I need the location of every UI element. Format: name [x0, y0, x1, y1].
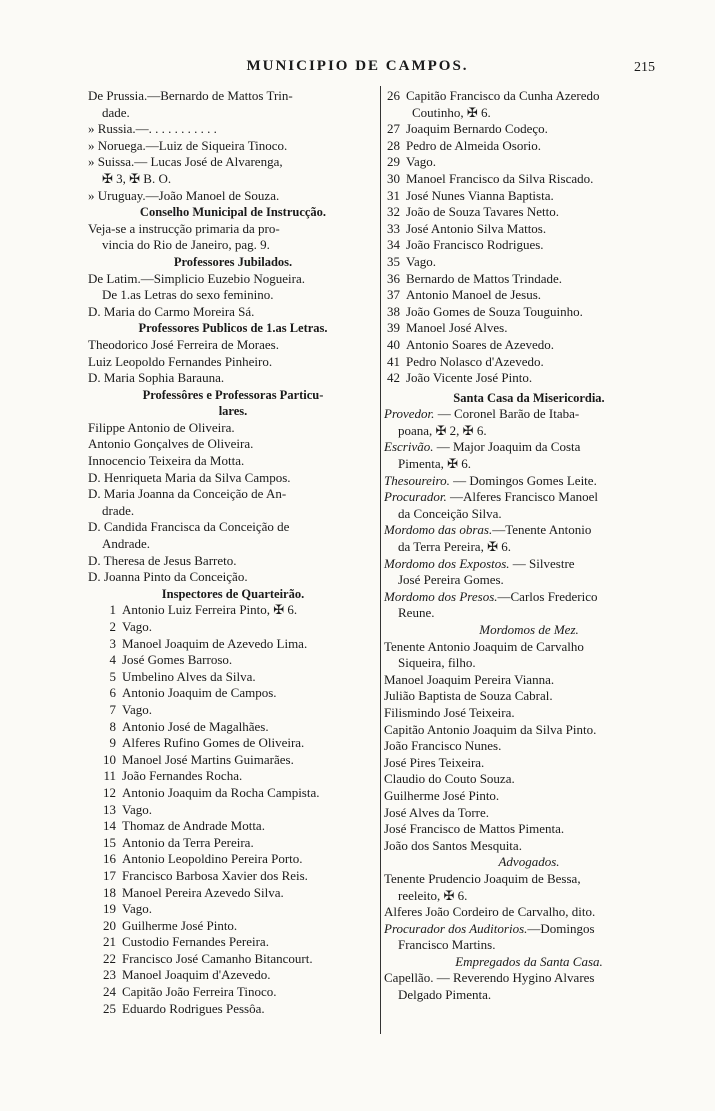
inspector-row	[88, 619, 378, 636]
inspector-number: 18	[103, 884, 116, 900]
inspector-row	[88, 735, 378, 752]
inspector-row	[88, 951, 378, 968]
text-line: Mordomo dos Expostos. — Silvestre	[384, 555, 575, 571]
text-line: João Francisco Nunes.	[384, 738, 502, 754]
publicos-list	[88, 337, 378, 387]
inspector-number: 1	[109, 602, 116, 618]
inspector-name: João Francisco Rodrigues.	[406, 237, 544, 253]
text-line: D. Maria do Carmo Moreira Sá.	[88, 303, 255, 319]
text-line: Thesoureiro. — Domingos Gomes Leite.	[384, 472, 597, 488]
inspector-name: Pedro Nolasco d'Azevedo.	[406, 353, 544, 369]
inspector-number: 36	[387, 270, 400, 286]
inspector-row	[384, 271, 674, 288]
inspector-row	[88, 785, 378, 802]
page-number: 215	[634, 60, 655, 75]
inspector-row	[88, 768, 378, 785]
inspector-name: Vago.	[122, 801, 152, 817]
inspector-number: 11	[103, 768, 116, 784]
inspector-name: Antonio Joaquim de Campos.	[122, 685, 277, 701]
inspector-name: José Antonio Silva Mattos.	[406, 220, 547, 236]
conselho-text	[88, 221, 378, 254]
inspector-row	[384, 88, 674, 105]
inspector-name: João Vicente José Pinto.	[406, 370, 533, 386]
inspector-number: 22	[103, 950, 116, 966]
inspector-number: 24	[103, 984, 116, 1000]
inspector-name: Vago.	[406, 154, 436, 170]
text-line: Francisco Martins.	[398, 937, 496, 953]
inspector-number: 4	[109, 652, 116, 668]
mordomos-heading: Mordomos de Mez.	[479, 622, 579, 637]
text-line: Provedor. — Coronel Barão de Itaba-	[384, 406, 580, 422]
inspector-row	[384, 204, 674, 221]
text-line: Veja-se a instrucção primaria da pro-	[88, 220, 280, 236]
inspector-number: 23	[103, 967, 116, 983]
inspector-number: 6	[109, 685, 116, 701]
inspector-number: 27	[387, 121, 400, 137]
text-line: reeleito, ✠ 6.	[398, 887, 468, 903]
column-divider	[380, 86, 381, 1034]
text-line: Innocencio Teixeira da Motta.	[88, 453, 245, 469]
inspector-name: Umbelino Alves da Silva.	[122, 668, 256, 684]
text-line: » Suissa.— Lucas José de Alvarenga,	[88, 154, 283, 170]
text-line: Procurador dos Auditorios.—Domingos	[384, 920, 595, 936]
inspector-name: Antonio Manoel de Jesus.	[406, 287, 542, 303]
text-line: José Pires Teixeira.	[384, 754, 485, 770]
inspector-row	[384, 121, 674, 138]
inspector-number: 20	[103, 917, 116, 933]
inspector-name: Custodio Fernandes Pereira.	[122, 934, 269, 950]
mordomos-list	[384, 639, 674, 855]
inspector-number: 31	[387, 187, 400, 203]
inspector-name: Vago.	[122, 701, 152, 717]
inspector-row	[88, 901, 378, 918]
inspector-row	[384, 254, 674, 271]
inspector-name: Antonio Joaquim da Rocha Campista.	[122, 784, 320, 800]
text-line: Reune.	[398, 605, 435, 621]
text-line: Alferes João Cordeiro de Carvalho, dito.	[384, 904, 596, 920]
text-line: Tenente Prudencio Joaquim de Bessa,	[384, 870, 581, 886]
text-line: D. Maria Joanna da Conceição de An-	[88, 486, 287, 502]
text-line: Capellão. — Reverendo Hygino Alvares	[384, 970, 595, 986]
inspector-number: 25	[103, 1000, 116, 1016]
inspector-row	[384, 354, 674, 371]
inspector-number: 40	[387, 336, 400, 352]
inspector-row	[88, 984, 378, 1001]
inspector-name: Manoel Joaquim de Azevedo Lima.	[122, 635, 308, 651]
inspector-row	[88, 652, 378, 669]
text-line: vincia do Rio de Janeiro, pag. 9.	[102, 237, 270, 253]
inspectores-heading: Inspectores de Quarteirão.	[161, 586, 305, 601]
inspector-name: José Nunes Vianna Baptista.	[406, 187, 554, 203]
empregados-list	[384, 970, 674, 1003]
text-line: » Noruega.—Luiz de Siqueira Tinoco.	[88, 137, 288, 153]
inspector-row	[384, 171, 674, 188]
inspector-number: 29	[387, 154, 400, 170]
inspector-number: 7	[109, 701, 116, 717]
inspector-number: 21	[103, 934, 116, 950]
inspector-number: 8	[109, 718, 116, 734]
text-line: Siqueira, filho.	[398, 655, 476, 671]
inspector-row	[384, 105, 674, 122]
inspector-name: Coutinho, ✠ 6.	[412, 104, 491, 120]
inspector-row	[88, 702, 378, 719]
inspector-row	[88, 967, 378, 984]
inspector-row	[88, 719, 378, 736]
inspector-name: Manoel José Alves.	[406, 320, 508, 336]
inspector-name: Antonio José de Magalhães.	[122, 718, 269, 734]
jubilados-list	[88, 271, 378, 321]
inspector-row	[384, 337, 674, 354]
inspector-row	[88, 752, 378, 769]
text-line: Filippe Antonio de Oliveira.	[88, 419, 235, 435]
inspector-name: Joaquim Bernardo Codeço.	[406, 121, 548, 137]
inspector-number: 19	[103, 901, 116, 917]
inspector-name: José Gomes Barroso.	[122, 652, 233, 668]
right-column	[384, 88, 674, 1004]
inspector-number: 35	[387, 253, 400, 269]
inspector-name: João Gomes de Souza Touguinho.	[406, 303, 583, 319]
santa-casa-heading: Santa Casa da Misericordia.	[453, 390, 605, 405]
particulares-heading-1: Professôres e Professoras Particu-	[142, 387, 324, 402]
text-line: Julião Baptista de Souza Cabral.	[384, 688, 553, 704]
inspector-row	[384, 320, 674, 337]
inspector-name: Vago.	[122, 901, 152, 917]
text-line: Pimenta, ✠ 6.	[398, 456, 471, 472]
inspector-number: 5	[109, 668, 116, 684]
inspector-name: Antonio Soares de Azevedo.	[406, 336, 555, 352]
inspector-row	[384, 237, 674, 254]
inspector-number: 9	[109, 735, 116, 751]
inspector-name: Vago.	[122, 619, 152, 634]
text-line: João dos Santos Mesquita.	[384, 837, 522, 853]
inspector-number: 41	[387, 353, 400, 369]
text-line: dade.	[102, 104, 130, 120]
inspectores-list-left	[88, 602, 378, 1017]
particulares-list	[88, 420, 378, 586]
inspector-number: 26	[387, 88, 400, 103]
inspector-row	[88, 934, 378, 951]
text-line: D. Candida Francisca da Conceição de	[88, 519, 290, 535]
inspector-row	[88, 669, 378, 686]
inspector-name: Pedro de Almeida Osorio.	[406, 137, 542, 153]
text-line: De Latim.—Simplicio Euzebio Nogueira.	[88, 270, 305, 286]
inspector-number: 32	[387, 204, 400, 220]
text-line: D. Joanna Pinto da Conceição.	[88, 569, 248, 585]
text-line: Antonio Gonçalves de Oliveira.	[88, 436, 254, 452]
inspector-name: Thomaz de Andrade Motta.	[122, 818, 265, 834]
text-line: Claudio do Couto Souza.	[384, 771, 515, 787]
inspector-number: 16	[103, 851, 116, 867]
text-line: Escrivão. — Major Joaquim da Costa	[384, 439, 581, 455]
inspector-row	[88, 636, 378, 653]
left-column	[88, 88, 378, 1017]
text-line: D. Theresa de Jesus Barreto.	[88, 552, 237, 568]
inspector-name: Vago.	[406, 253, 436, 269]
inspector-name: João de Souza Tavares Netto.	[406, 204, 559, 220]
text-line: Guilherme José Pinto.	[384, 787, 500, 803]
text-line: Delgado Pimenta.	[398, 987, 492, 1003]
inspector-row	[384, 287, 674, 304]
text-line: ✠ 3, ✠ B. O.	[102, 170, 172, 186]
inspector-number	[384, 105, 406, 122]
inspector-name: Antonio Leopoldino Pereira Porto.	[122, 851, 303, 867]
inspector-number: 38	[387, 303, 400, 319]
inspector-row	[88, 602, 378, 619]
inspector-row	[384, 154, 674, 171]
inspector-number: 3	[109, 635, 116, 651]
inspectores-list-right	[384, 88, 674, 387]
text-line: De 1.as Letras do sexo feminino.	[102, 287, 274, 303]
text-line: Capitão Antonio Joaquim da Silva Pinto.	[384, 721, 597, 737]
text-line: José Pereira Gomes.	[398, 572, 504, 588]
inspector-name: Francisco José Camanho Bitancourt.	[122, 950, 313, 966]
text-line: Mordomo dos Presos.—Carlos Frederico	[384, 588, 598, 604]
inspector-name: Antonio da Terra Pereira.	[122, 834, 254, 850]
page-title: MUNICIPIO DE CAMPOS.	[246, 58, 469, 74]
text-line: » Russia.—. . . . . . . . . . .	[88, 121, 217, 137]
inspector-row	[88, 885, 378, 902]
text-line: D. Maria Sophia Barauna.	[88, 370, 225, 386]
inspector-row	[384, 221, 674, 238]
text-line: Filismindo José Teixeira.	[384, 704, 515, 720]
inspector-number: 28	[387, 137, 400, 153]
inspector-row	[384, 304, 674, 321]
inspector-row	[88, 685, 378, 702]
advogados-list	[384, 871, 674, 954]
text-line: Luiz Leopoldo Fernandes Pinheiro.	[88, 353, 273, 369]
inspector-name: Manoel Francisco da Silva Riscado.	[406, 170, 594, 186]
text-line: da Conceição Silva.	[398, 505, 502, 521]
text-line: Andrade.	[102, 536, 151, 552]
text-line: drade.	[102, 502, 135, 518]
inspector-name: João Fernandes Rocha.	[122, 768, 243, 784]
conselho-heading: Conselho Municipal de Instrucção.	[139, 205, 327, 220]
inspector-number: 37	[387, 287, 400, 303]
inspector-row	[384, 138, 674, 155]
inspector-row	[88, 1001, 378, 1018]
text-line: Tenente Antonio Joaquim de Carvalho	[384, 638, 584, 654]
inspector-number: 14	[103, 818, 116, 834]
inspector-number: 17	[103, 867, 116, 883]
text-line: José Francisco de Mattos Pimenta.	[384, 821, 565, 837]
text-line: José Alves da Torre.	[384, 804, 489, 820]
inspector-name: Manoel Pereira Azevedo Silva.	[122, 884, 284, 900]
text-line: Theodorico José Ferreira de Moraes.	[88, 336, 279, 352]
inspector-name: Capitão João Ferreira Tinoco.	[122, 984, 277, 1000]
consuls-list	[88, 88, 378, 204]
inspector-number: 33	[387, 220, 400, 236]
text-line: De Prussia.—Bernardo de Mattos Trin-	[88, 88, 293, 103]
inspector-number: 42	[387, 370, 400, 386]
inspector-row	[384, 188, 674, 205]
inspector-row	[384, 370, 674, 387]
inspector-row	[88, 835, 378, 852]
inspector-name: Manoel José Martins Guimarães.	[122, 751, 294, 767]
inspector-row	[88, 868, 378, 885]
page-header	[0, 58, 715, 80]
santa-casa-list	[384, 406, 674, 622]
inspector-name: Manoel Joaquim d'Azevedo.	[122, 967, 271, 983]
empregados-heading: Empregados da Santa Casa.	[455, 953, 603, 969]
inspector-row	[88, 802, 378, 819]
publicos-heading: Professores Publicos de 1.as Letras.	[138, 321, 328, 336]
inspector-row	[88, 918, 378, 935]
inspector-name: Antonio Luiz Ferreira Pinto, ✠ 6.	[122, 602, 298, 618]
particulares-heading-2: lares.	[218, 404, 248, 419]
text-line: Procurador. —Alferes Francisco Manoel	[384, 489, 598, 505]
inspector-row	[88, 851, 378, 868]
advogados-heading: Advogados.	[498, 854, 560, 870]
text-line: Mordomo das obras.—Tenente Antonio	[384, 522, 592, 538]
inspector-number: 2	[109, 619, 116, 634]
inspector-number: 34	[387, 237, 400, 253]
inspector-number: 15	[103, 834, 116, 850]
inspector-name: Eduardo Rodrigues Pessôa.	[122, 1000, 265, 1016]
inspector-name: Capitão Francisco da Cunha Azeredo	[406, 88, 600, 103]
text-line: D. Henriqueta Maria da Silva Campos.	[88, 469, 291, 485]
inspector-row	[88, 818, 378, 835]
inspector-number: 10	[103, 751, 116, 767]
inspector-number: 12	[103, 784, 116, 800]
text-line: Manoel Joaquim Pereira Vianna.	[384, 671, 555, 687]
text-line: da Terra Pereira, ✠ 6.	[398, 539, 511, 555]
text-line: » Uruguay.—João Manoel de Souza.	[88, 187, 280, 203]
inspector-name: Alferes Rufino Gomes de Oliveira.	[122, 735, 305, 751]
jubilados-heading: Professores Jubilados.	[173, 254, 293, 269]
inspector-name: Bernardo de Mattos Trindade.	[406, 270, 562, 286]
inspector-number: 39	[387, 320, 400, 336]
text-line: poana, ✠ 2, ✠ 6.	[398, 422, 487, 438]
inspector-name: Francisco Barbosa Xavier dos Reis.	[122, 867, 308, 883]
inspector-number: 30	[387, 170, 400, 186]
inspector-number: 13	[103, 801, 116, 817]
inspector-name: Guilherme José Pinto.	[122, 917, 238, 933]
